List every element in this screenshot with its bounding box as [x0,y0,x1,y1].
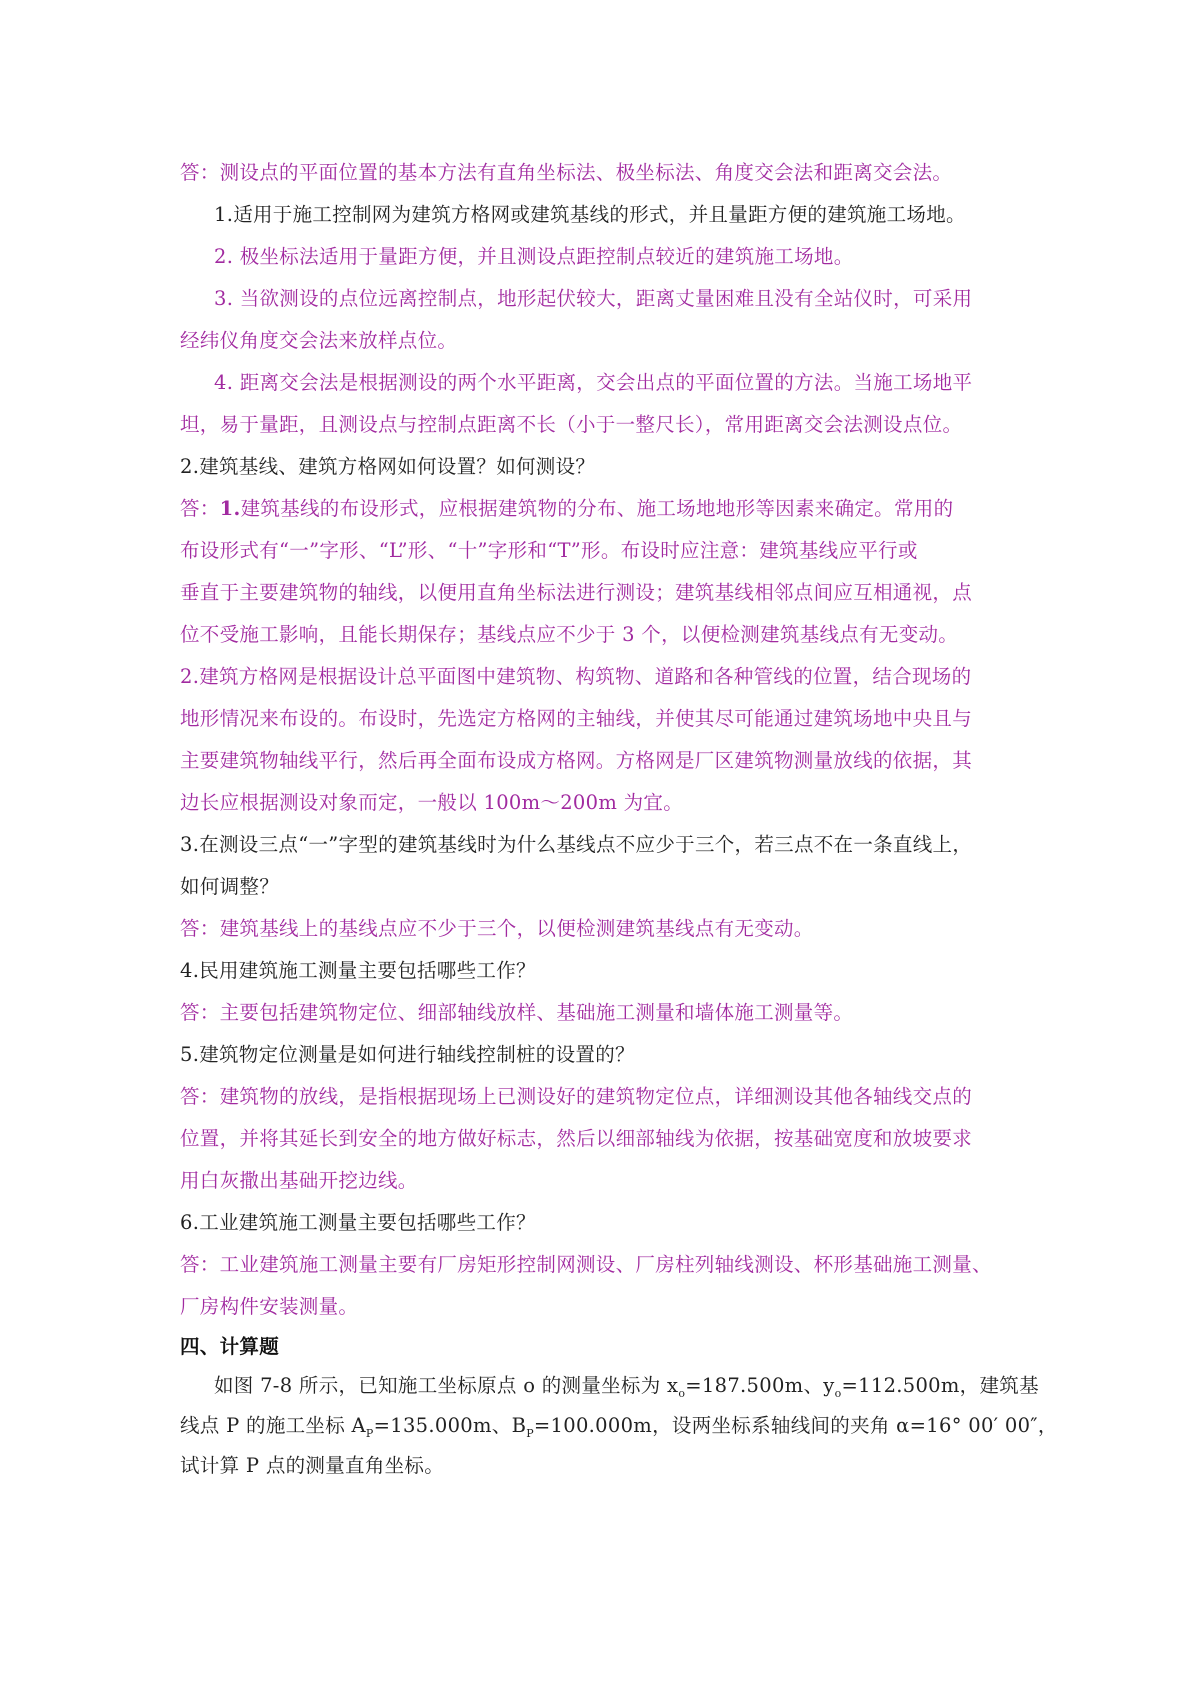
question-2: 2.建筑基线、建筑方格网如何设置？如何测设？ [180,455,596,478]
question-4: 4.民用建筑施工测量主要包括哪些工作？ [180,959,536,982]
answer-2-line-5: 2.建筑方格网是根据设计总平面图中建筑物、构筑物、道路和各种管线的位置，结合现场的 [180,665,972,688]
calc-sub-3: P [365,1426,374,1440]
answer-2-line-2: 布设形式有“一”字形、“L”形、“十”字形和“T”形。布设时应注意：建筑基线应平行或 [180,539,918,562]
calc-problem-line-1 [180,1366,1039,1406]
question-3-line-1: 3.在测设三点“一”字型的建筑基线时为什么基线点不应少于三个，若三点不在一条直线上， [180,833,973,856]
answer-5-line-2: 位置，并将其延长到安全的地方做好标志，然后以细部轴线为依据，按基础宽度和放坡要求 [180,1127,973,1150]
calc-problem-line-2 [180,1406,1058,1446]
answer-6-line-2: 厂房构件安装测量。 [180,1295,359,1318]
section-heading: 四、计算题 [180,1335,280,1358]
answer-2-line-8: 边长应根据测设对象而定，一般以 100m～200m 为宜。 [180,791,684,814]
answer-2-line-1-text: 建筑基线的布设形式，应根据建筑物的分布、施工场地地形等因素来确定。常用的 [240,497,954,520]
calc-sub-1: o [678,1386,686,1400]
answer-4: 答：主要包括建筑物定位、细部轴线放样、基础施工测量和墙体施工测量等。 [180,1001,854,1024]
answer-2-item-number: 1. [219,497,241,520]
answer-2-line-6: 地形情况来布设的。布设时，先选定方格网的主轴线，并使其尽可能通过建筑场地中央且与 [180,707,973,730]
answer-5-line-1: 答：建筑物的放线，是指根据现场上已测设好的建筑物定位点，详细测设其他各轴线交点的 [180,1085,973,1108]
answer-3: 答：建筑基线上的基线点应不少于三个，以便检测建筑基线点有无变动。 [180,917,814,940]
answer-2-line-7: 主要建筑物轴线平行，然后再全面布设成方格网。方格网是厂区建筑物测量放线的依据，其 [180,749,973,772]
calc-text-2: =187.500m、y [685,1374,835,1397]
answer-1-item-3-line-2: 经纬仪角度交会法来放样点位。 [180,329,458,352]
answer-1-item-4-line-2: 坦，易于量距，且测设点与控制点距离不长（小于一整尺长），常用距离交会法测设点位。 [180,413,963,436]
answer-2-prefix: 答： [180,497,220,520]
answer-1-item-3-line-1: 3. 当欲测设的点位远离控制点，地形起伏较大，距离丈量困难且没有全站仪时，可采用 [214,287,973,310]
calc-text-3: =112.500m，建筑基 [841,1374,1039,1397]
answer-2-line-1 [180,488,1016,530]
calc-text-4: 线点 P 的施工坐标 A [180,1414,366,1437]
calc-problem-line-3: 试计算 P 点的测量直角坐标。 [180,1454,445,1477]
answer-1-item-2: 2. 极坐标法适用于量距方便，并且测设点距控制点较近的建筑施工场地。 [214,245,854,268]
calc-text-5: =135.000m、B [373,1414,527,1437]
calc-text-1: 如图 7-8 所示，已知施工坐标原点 o 的测量坐标为 x [214,1374,679,1397]
answer-2-line-4: 位不受施工影响，且能长期保存；基线点应不少于 3 个，以便检测建筑基线点有无变动。 [180,623,959,646]
answer-1-item-4-line-1: 4. 距离交会法是根据测设的两个水平距离，交会出点的平面位置的方法。当施工场地平 [214,371,973,394]
document-body [180,152,1058,1486]
calc-sub-2: o [834,1386,842,1400]
question-3-line-2: 如何调整？ [180,875,280,898]
answer-2-line-3: 垂直于主要建筑物的轴线，以便用直角坐标法进行测设；建筑基线相邻点间应互相通视，点 [180,581,973,604]
answer-6-line-1: 答：工业建筑施工测量主要有厂房矩形控制网测设、厂房柱列轴线测设、杯形基础施工测量、 [180,1253,992,1276]
answer-1-item-1: 1.适用于施工控制网为建筑方格网或建筑基线的形式，并且量距方便的建筑施工场地。 [214,203,966,226]
calc-text-6: =100.000m，设两坐标系轴线间的夹角 α=16° 00′ 00″， [533,1414,1058,1437]
calc-sub-4: P [526,1426,534,1440]
question-6: 6.工业建筑施工测量主要包括哪些工作？ [180,1211,536,1234]
question-5: 5.建筑物定位测量是如何进行轴线控制桩的设置的？ [180,1043,635,1066]
answer-5-line-3: 用白灰撒出基础开挖边线。 [180,1169,418,1192]
answer-1-intro: 答：测设点的平面位置的基本方法有直角坐标法、极坐标法、角度交会法和距离交会法。 [180,161,953,184]
